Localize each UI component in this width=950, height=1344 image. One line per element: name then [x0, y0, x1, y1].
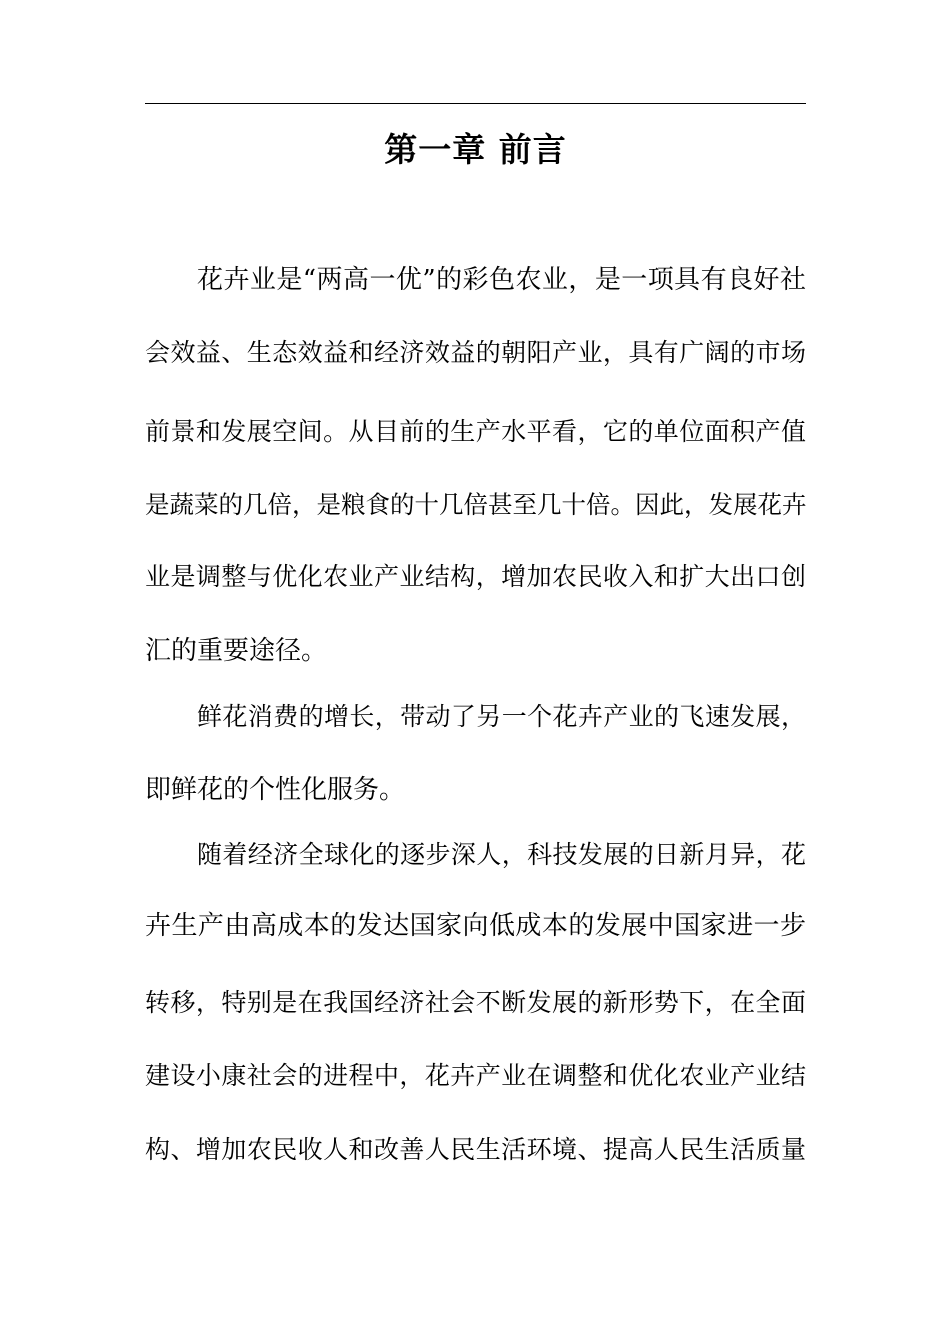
- paragraph-3-line-3: 转移，特别是在我国经济社会不断发展的新形势下，在全面: [145, 988, 806, 1017]
- paragraph-1-line-3: 前景和发展空间。从目前的生产水平看，它的单位面积产值: [145, 417, 806, 446]
- paragraph-3-line-1: 随着经济全球化的逐步深人，科技发展的日新月异，花: [197, 840, 806, 869]
- paragraph-2-line-2: 即鲜花的个性化服务。: [145, 775, 406, 805]
- chapter-title: 第一章 前言: [384, 130, 567, 169]
- paragraph-1-line-2: 会效益、生态效益和经济效益的朝阳产业，具有广阔的市场: [145, 338, 806, 367]
- paragraph-1-line-6: 汇的重要途径。: [145, 636, 328, 666]
- paragraph-3-line-2: 卉生产由高成本的发达国家向低成本的发展中国家进一步: [145, 911, 806, 941]
- header-rule: [145, 103, 806, 104]
- paragraph-1-line-1: 花卉业是“两高一优”的彩色农业，是一项具有良好社: [197, 265, 806, 295]
- paragraph-3-line-4: 建设小康社会的进程中，花卉产业在调整和优化农业产业结: [145, 1061, 806, 1090]
- paragraph-1-line-4: 是蔬菜的几倍，是粮食的十几倍甚至几十倍。因此，发展花卉: [145, 490, 807, 519]
- paragraph-1-line-5: 业是调整与优化农业产业结构，增加农民收入和扩大出口创: [145, 562, 806, 591]
- paragraph-2-line-1: 鲜花消费的增长，带动了另一个花卉产业的飞速发展，: [197, 702, 806, 731]
- paragraph-3-line-5: 构、增加农民收人和改善人民生活环境、提高人民生活质量: [145, 1135, 806, 1164]
